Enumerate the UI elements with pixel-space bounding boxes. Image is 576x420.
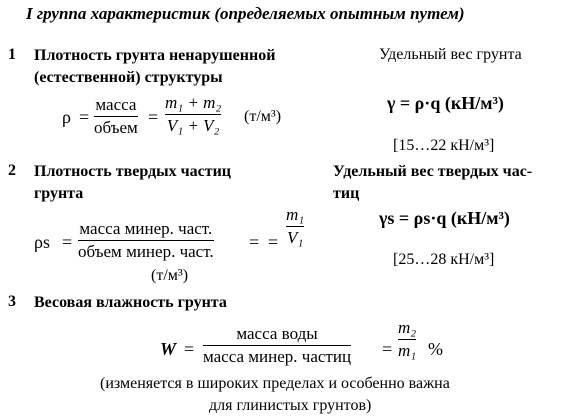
item-3-symbol: W bbox=[160, 339, 177, 359]
item-3-unit: % bbox=[428, 339, 443, 359]
item-2-rho: ρs bbox=[34, 232, 50, 252]
item-3-frac2-den: m₁ bbox=[398, 341, 417, 360]
item-2-frac2-den: V₁ bbox=[286, 228, 304, 247]
item-1-heading-line2: (естественной) структуры bbox=[34, 69, 223, 86]
item-3-frac1 bbox=[203, 324, 351, 367]
item-2-frac1 bbox=[78, 219, 214, 262]
item-3-eq2: = bbox=[382, 339, 393, 359]
item-2-right-title-line1: Удельный вес твердых час- bbox=[333, 163, 533, 180]
item-1-eq1: = bbox=[79, 107, 90, 127]
item-3-frac2 bbox=[398, 318, 416, 361]
item-2-heading-line2: грунта bbox=[34, 185, 84, 202]
item-2-frac1-num: масса минер. част. bbox=[79, 219, 213, 238]
item-1-frac2-den: V₁ + V₂ bbox=[166, 116, 220, 135]
item-1-right-range: [15…22 кН/м³] bbox=[393, 137, 495, 154]
page-title: I группа характеристик (определяемых опытным путем) bbox=[26, 4, 465, 23]
item-1-rho: ρ bbox=[62, 107, 71, 127]
item-2-frac2-num: m₁ bbox=[286, 205, 305, 224]
item-1-number: 1 bbox=[8, 46, 16, 63]
item-1-heading bbox=[34, 45, 275, 89]
item-3-frac1-den: масса минер. частиц bbox=[203, 347, 352, 366]
item-1-unit: (т/м³) bbox=[244, 108, 282, 125]
item-1-frac2-bar bbox=[165, 114, 221, 115]
item-1-frac1-den: объем bbox=[94, 118, 138, 137]
item-2-number: 2 bbox=[8, 162, 16, 179]
item-3-heading bbox=[34, 292, 227, 314]
item-1-right-formula: γ = ρ·q (кН/м³) bbox=[387, 93, 504, 113]
item-3-heading-line1: Весовая влажность грунта bbox=[34, 294, 227, 311]
item-2-heading bbox=[34, 161, 231, 205]
item-1-heading-line1: Плотность грунта ненарушенной bbox=[34, 47, 276, 64]
item-2-right-range: [25…28 кН/м³] bbox=[393, 251, 495, 268]
item-2-right-title bbox=[333, 161, 532, 205]
item-2-eq3: = bbox=[268, 232, 279, 252]
item-2-unit: (т/м³) bbox=[151, 267, 189, 284]
item-2-right-title-line2: тиц bbox=[333, 185, 360, 202]
item-2-frac2-bar bbox=[286, 226, 304, 227]
item-3-frac2-bar bbox=[398, 339, 416, 340]
item-1-frac2-num: m₁ + m₂ bbox=[165, 93, 222, 112]
item-1-frac1-bar bbox=[94, 116, 138, 117]
item-1-eq2: = bbox=[148, 107, 159, 127]
item-3-eq1: = bbox=[184, 339, 195, 359]
item-1-frac2 bbox=[165, 93, 221, 136]
item-2-eq1: = bbox=[62, 232, 73, 252]
item-3-note-line1: (изменяется в широких пределах и особенно важна bbox=[100, 375, 450, 392]
item-2-eq2: = bbox=[249, 232, 260, 252]
item-2-frac2 bbox=[286, 205, 304, 248]
item-3-frac2-num: m₂ bbox=[398, 318, 417, 337]
item-1-frac1 bbox=[94, 95, 138, 138]
item-2-frac1-bar bbox=[78, 240, 214, 241]
item-3-frac1-num: масса воды bbox=[236, 324, 318, 343]
item-2-right-formula: γs = ρs·q (кН/м³) bbox=[379, 208, 510, 228]
item-1-right-title: Удельный вес грунта bbox=[379, 46, 522, 63]
item-2-heading-line1: Плотность твердых частиц bbox=[34, 163, 232, 180]
item-2-frac1-den: объем минер. част. bbox=[78, 242, 214, 261]
item-3-frac1-bar bbox=[203, 345, 351, 346]
item-3-number: 3 bbox=[8, 293, 16, 310]
item-3-note-line2: для глинистых грунтов) bbox=[209, 397, 372, 414]
item-1-frac1-num: масса bbox=[95, 95, 137, 114]
